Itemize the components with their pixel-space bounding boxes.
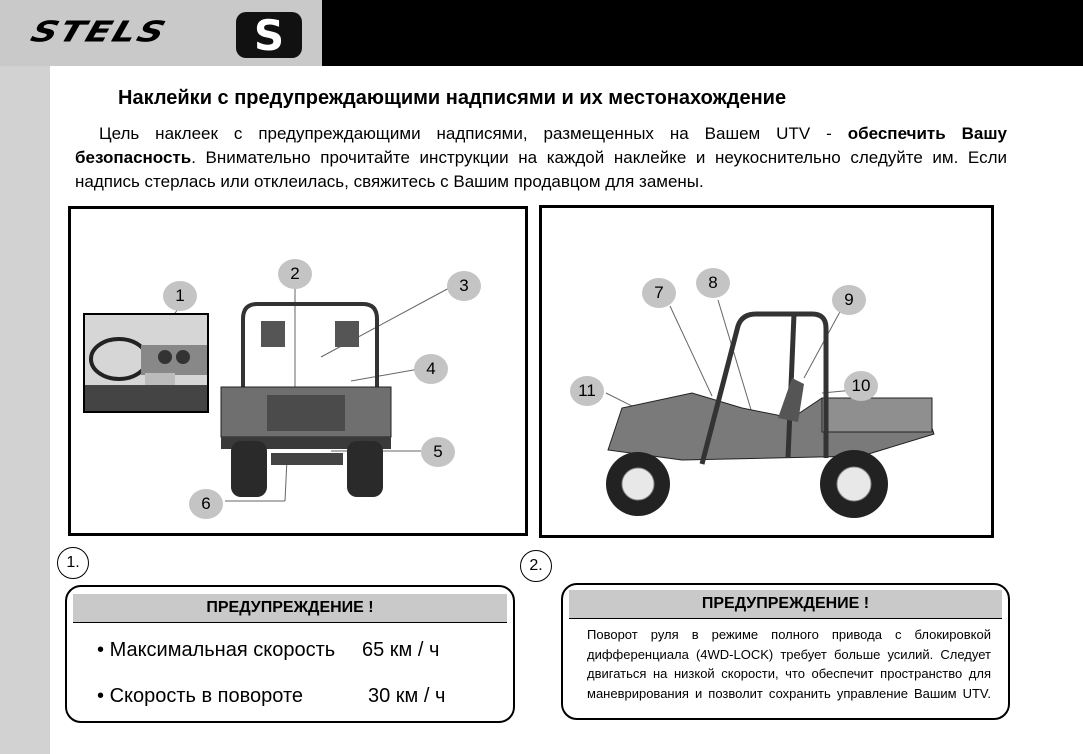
callout-4: 4 bbox=[414, 354, 448, 384]
warning-sticker-2 bbox=[561, 583, 1010, 720]
callout-11: 11 bbox=[570, 376, 604, 406]
dashboard-illustration bbox=[85, 315, 207, 411]
turn-speed-value: 30 км / ч bbox=[368, 685, 446, 707]
callout-2: 2 bbox=[278, 259, 312, 289]
bullet-dot: • bbox=[97, 639, 110, 661]
sticker-2-text: Поворот руля в режиме полного привода с блокировкой дифференциала (4WD-LOCK) требует больше усилий. Следует двигаться на низкой скорости, что обеспечит пространство для маневрирования и позволит сохранить управление Вашим UTV. bbox=[587, 627, 991, 701]
page-title: Наклейки с предупреждающими надписями и их местонахождение bbox=[118, 87, 787, 109]
callout-5: 5 bbox=[421, 437, 455, 467]
speed-limit-item bbox=[97, 639, 440, 662]
intro-paragraph bbox=[75, 122, 1007, 194]
warning-sticker-1 bbox=[65, 585, 515, 723]
callout-9: 9 bbox=[832, 285, 866, 315]
utv-side-illustration bbox=[542, 208, 991, 535]
callout-8: 8 bbox=[696, 268, 730, 298]
rear-view-figure bbox=[68, 206, 528, 536]
brand-logo bbox=[0, 0, 322, 66]
left-margin-strip bbox=[0, 0, 50, 754]
callout-10: 10 bbox=[844, 371, 878, 401]
intro-bold-text: обеспечить Вашу безопасность bbox=[75, 124, 1008, 167]
sticker-1-number: 1. bbox=[57, 547, 89, 579]
dashboard-inset-photo bbox=[83, 313, 209, 413]
callout-6: 6 bbox=[189, 489, 223, 519]
sticker-2-heading: ПРЕДУПРЕЖДЕНИЕ ! bbox=[569, 590, 1002, 619]
sticker-1-heading: ПРЕДУПРЕЖДЕНИЕ ! bbox=[73, 594, 507, 623]
turn-speed-label: Скорость в повороте bbox=[109, 685, 304, 707]
callout-7: 7 bbox=[642, 278, 676, 308]
brand-logo-text: STELS bbox=[26, 16, 172, 49]
callout-1: 1 bbox=[163, 281, 197, 311]
speed-limit-value: 65 км / ч bbox=[362, 639, 440, 661]
side-view-figure bbox=[539, 205, 994, 538]
speed-limit-label: Максимальная скорость bbox=[109, 639, 336, 661]
callout-3: 3 bbox=[447, 271, 481, 301]
turn-speed-item bbox=[97, 685, 446, 708]
intro-text-1: Цель наклеек с предупреждающими надписями, размещенных на Вашем UTV - bbox=[99, 124, 848, 143]
bullet-dot: • bbox=[97, 685, 110, 707]
brand-badge: S bbox=[236, 12, 302, 58]
intro-text-2: . Внимательно прочитайте инструкции на каждой наклейке и неукоснительно следуйте им. Если надпись стерлась или отклеилась, свяжитесь с Вашим продавцом для замены. bbox=[75, 148, 1007, 191]
sticker-2-number: 2. bbox=[520, 550, 552, 582]
